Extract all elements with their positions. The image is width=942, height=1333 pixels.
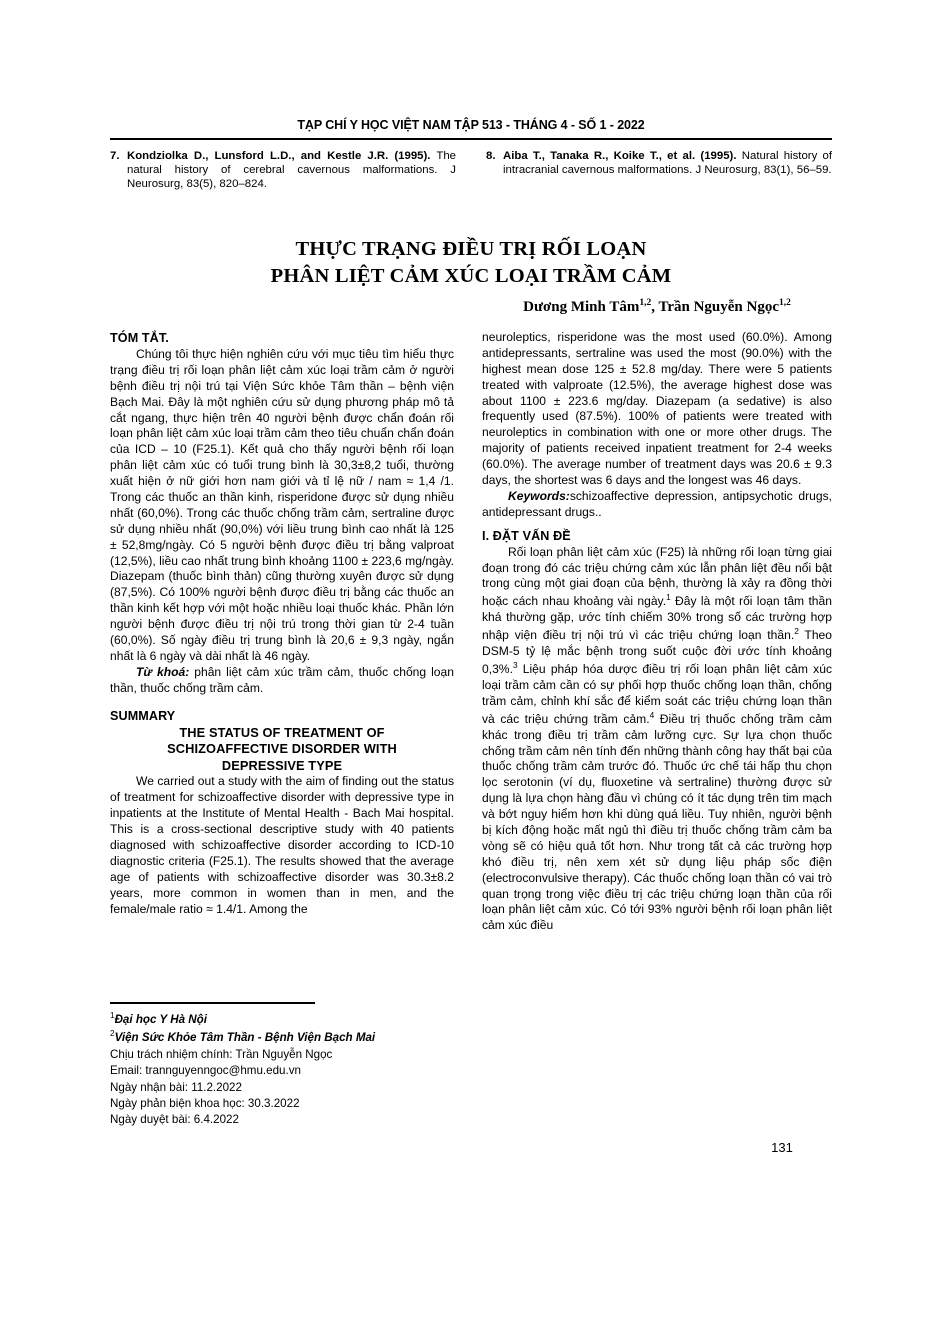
abstract-en-heading: SUMMARY	[110, 708, 176, 723]
footnote-email[interactable]: Email: trannguyenngoc@hmu.edu.vn	[110, 1064, 301, 1078]
abstract-vi-heading	[110, 330, 454, 347]
footnote-marker-1: 1	[110, 1011, 115, 1020]
footnote-rule	[110, 1002, 315, 1004]
abstract-en-title-line-1: THE STATUS OF TREATMENT OF	[179, 724, 385, 740]
section-one-paragraph	[482, 545, 832, 935]
abstract-vi-heading-suffix: .	[165, 331, 169, 345]
footnote-marker-2: 2	[110, 1029, 115, 1039]
article-title-line-1: THỰC TRẠNG ĐIỀU TRỊ RỐI LOẠN	[295, 238, 647, 260]
reference-number: 7.	[110, 150, 120, 162]
footnote-accepted-date: Ngày duyệt bài: 6.4.2022	[110, 1113, 239, 1127]
reference-authors: Aiba T., Tanaka R., Koike T., et al. (1995).	[503, 150, 737, 162]
reference-source: The natural history of cerebral cavernous malformations. J Neurosurg, 83(5), 820–824.	[127, 150, 456, 190]
abstract-vi-heading-text: TÓM TẮT	[110, 331, 166, 345]
references-column-right	[486, 150, 832, 192]
keywords-vi-label: Từ khoá:	[136, 664, 190, 679]
section-one-text-d: Liệu pháp hóa dược điều trị rối loạn phân liệt cảm xúc loại trầm cảm cần có sự phối hợp thuốc chống loạn thần, chống trầm cảm, chỉnh khí sắc để kiểm soát các triệu chứng loạn thần và các triệu chứng trầm cảm.	[482, 662, 832, 726]
right-column	[482, 330, 832, 934]
footnote-review-date: Ngày phản biện khoa học: 30.3.2022	[110, 1096, 300, 1110]
reference-source: Natural history of intracranial cavernous malformations. J Neurosurg, 83(1), 56–59.	[503, 150, 832, 176]
author-separator: , Trần Nguyễn Ngọc	[651, 299, 780, 315]
section-one-text-e: Điều trị thuốc chống trầm cảm khác trong điều trị trầm cảm lưỡng cực. Sự lựa chọn thuốc chống trầm cảm nên tính đến những thành công hay thất bại của thuốc chống trầm cảm trước đó. Thuốc ức chế tái hấp thu chọn lọc serotonin (ví dụ, fluoxetine và sertraline) thường được sử dụng là lựa chọn hàng đầu vì chúng có ít tác dụng trên tim mạch và bớt nguy hiểm hơn khi dùng quá liều. Tuy nhiên, người bệnh bị kích động hoặc mất ngủ thì điều trị thuốc chống trầm cảm ba vòng sẽ có hiệu quả tốt hơn. Như trong tất cả các trường hợp khó điều trị, nên xem xét sử dụng liệu pháp sốc điện (electroconvulsive therapy). Các thuốc chống loạn thần có vai trò quan trọng trong việc điều trị các triệu chứng loạn thần của rối loạn phân liệt cảm xúc. Có tới 93% người bệnh rối loạn phân liệt cảm xúc điều	[482, 711, 832, 933]
footnote-affiliation-1	[110, 1010, 460, 1028]
reference-authors: Kondziolka D., Lunsford L.D., and Kestle J.R. (1995).	[127, 150, 431, 162]
section-one-text-b: Đây là một rối loạn tâm thần khá thường gặp, ước tính chiếm 30% trong số các trường hợp nhập viện điều trị nội trú vì các triệu chứng loạn thần.	[482, 594, 832, 643]
footnote-affiliation-1-text: Đại học Y Hà Nội	[114, 1012, 207, 1026]
author-list	[482, 298, 832, 316]
footnote-corresponding-author: Chịu trách nhiệm chính: Trần Nguyễn Ngọc	[110, 1047, 333, 1061]
reference-text	[127, 150, 456, 192]
footnote-affiliation-2	[110, 1028, 460, 1046]
abstract-vi-body: Chúng tôi thực hiện nghiên cứu với mục tiêu tìm hiểu thực trạng điều trị rối loạn phân liệt cảm xúc loại trầm cảm ở người bệnh điều trị nội trú tại Viện Sức khỏe Tâm thần – bệnh viện Bạch Mai. Đây là một nghiên cứu sử dụng phương pháp mô tả cắt ngang, thực hiện trên 40 người bệnh được chẩn đoán rối loạn phân liệt cảm xúc loại trầm cảm theo tiêu chuẩn chẩn đoán của ICD – 10 (F25.1). Kết quả cho thấy người bệnh rối loạn phân liệt cảm xúc có tuổi trung bình là 30,3±8,2 tuổi, thường xuất hiện ở nữ giới hơn nam giới và tỉ lệ nữ / nam ≈ 1,4 /1. Trong các thuốc an thần kinh, risperidone được sử dụng nhiều nhất (60,0%). Trong các thuốc chống trầm cảm, sertraline được sử dụng nhiều nhất (90,0%) với liều trung bình cao nhất là 125 ± 52,8mg/ngày. Có 5 người bệnh được điều trị bằng valproat (12,5%), liều cao nhất trung bình khoảng 1100 ± 223,6 mg/ngày. Diazepam (thuốc bình thản) cũng thường xuyên được sử dụng (87,5%). Có 100% người bệnh được điều trị bằng các thuốc an thần kinh kết hợp với một hoặc nhiều loại thuốc khác. Phần lớn người bệnh được điều trị nội trú trong thời gian từ 2-4 tuần (60,0%). Số ngày điều trị trung bình là 20,6 ± 9,3 ngày, ngắn nhất là 6 ngày và dài nhất là 46 ngày.	[110, 347, 454, 663]
abstract-en-title-line-3: DEPRESSIVE TYPE	[221, 757, 343, 773]
footnote-received-date: Ngày nhận bài: 11.2.2022	[110, 1080, 242, 1094]
section-one-text-c: Theo DSM-5 tỷ lệ mắc bệnh trong suốt cuộc đời ước tính khoảng 0,3%.	[482, 628, 832, 677]
citation-marker-4: 4	[649, 709, 655, 720]
section-one-heading: I. ĐẶT VẤN ĐỀ	[482, 528, 571, 543]
author-name-1: Dương Minh Tâm	[523, 299, 640, 315]
reference-item	[486, 150, 832, 178]
running-head-rule	[110, 138, 832, 140]
page-number: 131	[771, 1140, 793, 1155]
abstract-en-body-part-1: We carried out a study with the aim of finding out the status of treatment for schizoaffective disorder with depressive type in inpatients at the Institute of Mental Health - Bach Mai hospital. This is a cross-sectional descriptive study with 40 patients diagnosed with schizoaffective disorder according to ICD-10 diagnostic criteria (F25.1). The results showed that the average age of patients with schizoaffective disorder was 30.3±8.2 years, more common in women than in men, and the female/male ratio ≈ 1.4/1. Among the	[110, 774, 454, 916]
reference-number: 8.	[486, 150, 496, 162]
citation-marker-1: 1	[666, 592, 671, 603]
author-affiliation-marker-1: 1,2	[639, 298, 652, 308]
keywords-vi-text: phân liệt cảm xúc trầm cảm, thuốc chống loạn thần, thuốc chống trầm cảm.	[110, 664, 454, 695]
running-head: TẠP CHÍ Y HỌC VIỆT NAM TẬP 513 - THÁNG 4 - SỐ 1 - 2022	[297, 118, 645, 132]
author-affiliation-marker-2: 1,2	[779, 298, 791, 308]
references-block	[110, 150, 832, 192]
footnote-affiliation-2-text: Viện Sức Khỏe Tâm Thần - Bệnh Viện Bạch Mai	[114, 1031, 376, 1045]
keywords-en-text: schizoaffective depression, antipsychotic drugs, antidepressant drugs..	[482, 488, 832, 519]
footnote-block	[110, 1010, 460, 1129]
article-title	[110, 236, 832, 290]
article-title-line-2: PHÂN LIỆT CẢM XÚC LOẠI TRẦM CẢM	[270, 265, 672, 288]
reference-item	[110, 150, 456, 192]
references-column-left	[110, 150, 456, 192]
citation-marker-2: 2	[794, 626, 799, 637]
citation-marker-3: 3	[512, 659, 518, 670]
abstract-vi-keywords	[110, 665, 454, 697]
abstract-en-title	[110, 725, 454, 775]
abstract-en-body-part-2: neuroleptics, risperidone was the most used (60.0%). Among antidepressants, sertraline was used the most (90.0%) with the highest mean dose 125 ± 52.8 mg/day. There were 5 patients treated with valproate (12.5%), the average highest dose was about 1100 ± 223.6 mg/day. Diazepam (a sedative) is also frequently used (87.5%). 100% of patients were treated with neuroleptics in combination with one or more other drugs. The majority of patients received inpatient treatment for 2-4 weeks (60.0%). The average number of treatment days was 20.6 ± 9.3 days, the shortest was 6 days and the longest was 46 days.	[482, 330, 832, 488]
reference-text	[503, 150, 832, 178]
left-column	[110, 330, 454, 917]
section-one-text-a: Rối loạn phân liệt cảm xúc (F25) là những rối loạn từng giai đoạn trong đó các triệu chứng cảm xúc lẫn phân liệt đều nổi bật trong cùng một giai đoạn của bệnh, thường là xảy ra đồng thời hoặc cách nhau khoảng vài ngày.	[482, 544, 832, 609]
abstract-en-keywords	[482, 489, 832, 521]
abstract-en-title-line-2: SCHIZOAFFECTIVE DISORDER WITH	[167, 741, 397, 757]
keywords-en-label: Keywords:	[508, 488, 570, 503]
